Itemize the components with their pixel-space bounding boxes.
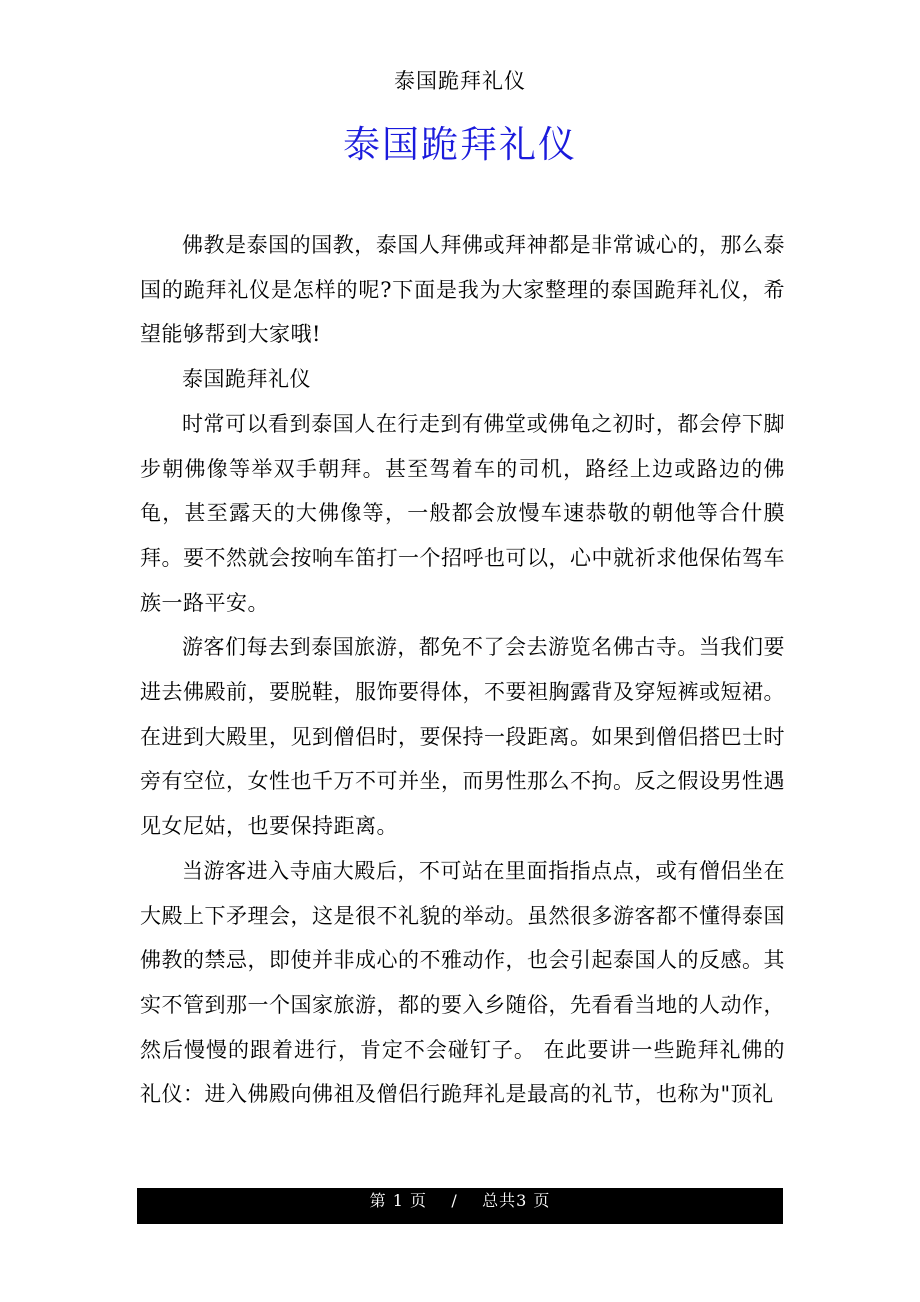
document-title: 泰国跪拜礼仪 — [343, 123, 577, 166]
page-total: 总共3 页 — [482, 1191, 551, 1210]
section-heading: 泰国跪拜礼仪 — [182, 367, 311, 392]
document-body — [140, 223, 785, 1117]
running-header-title: 泰国跪拜礼仪 — [394, 69, 526, 93]
page-footer — [137, 1188, 783, 1224]
page-separator: / — [451, 1191, 458, 1210]
paragraph-worship: 时常可以看到泰国人在行走到有佛堂或佛龟之初时，都会停下脚步朝佛像等举双手朝拜。甚至驾着车的司机，路经上边或路边的佛龟，甚至露天的大佛像等，一般都会放慢车速恭敬的朝他等合什膜拜。要不然就会按响车笛打一个招呼也可以，心中就祈求他保佑驾车族一路平安。 — [140, 411, 785, 615]
paragraph-etiquette: 当游客进入寺庙大殿后，不可站在里面指指点点，或有僧侣坐在大殿上下矛理会，这是很不礼貌的举动。虽然很多游客都不懂得泰国佛教的禁忌，即使并非成心的不雅动作，也会引起泰国人的反感。其实不管到那一个国家旅游，都的要入乡随俗，先看看当地的人动作，然后慢慢的跟着进行，肯定不会碰钉子。 在此要讲一些跪拜礼佛的礼仪：进入佛殿向佛祖及僧侣行跪拜礼是最高的礼节，也称为"顶礼 — [140, 858, 785, 1107]
page-number: 第 1 页 — [369, 1191, 427, 1210]
paragraph-intro: 佛教是泰国的国教，泰国人拜佛或拜神都是非常诚心的，那么泰国的跪拜礼仪是怎样的呢?下面是我为大家整理的泰国跪拜礼仪，希望能够帮到大家哦! — [140, 233, 785, 347]
paragraph-temple-visit: 游客们每去到泰国旅游，都免不了会去游览名佛古寺。当我们要进去佛殿前，要脱鞋，服饰要得体，不要袒胸露背及穿短裤或短裙。在进到大殿里，见到僧侣时，要保持一段距离。如果到僧侣搭巴士时旁有空位，女性也千万不可并坐，而男性那么不拘。反之假设男性遇见女尼姑，也要保持距离。 — [140, 635, 785, 839]
